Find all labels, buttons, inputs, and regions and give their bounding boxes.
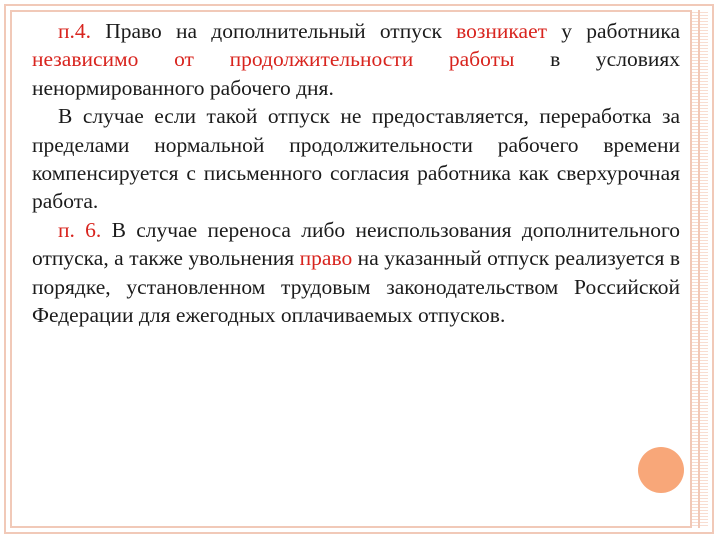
paragraph-text: на указанный отпуск реализуется в порядке, установленном трудовым законодательством Российской Федерации для ежегодных оплачиваемых отпусков. xyxy=(32,246,680,328)
paragraph-text: Право на дополнительный отпуск xyxy=(91,19,457,43)
highlight-arises: возникает xyxy=(456,19,548,43)
decorative-circle xyxy=(638,447,684,493)
paragraph-compensation xyxy=(32,102,680,216)
paragraph-text: у работника xyxy=(547,19,680,43)
paragraph-item-6 xyxy=(32,216,680,330)
item-number-4: п.4. xyxy=(58,19,92,43)
item-number-6: п. 6. xyxy=(58,217,102,242)
highlight-regardless-duration: независимо от продолжительности работы xyxy=(32,47,515,72)
paragraph-text: В случае если такой отпуск не предоставляется, переработка за пределами нормальной продолжительности рабочего времени компенсируется с письменного согласия работника как сверхурочная работа. xyxy=(32,104,680,214)
paragraph-item-4 xyxy=(32,17,680,102)
slide-text-body xyxy=(32,17,680,329)
paragraph-text: В случае переноса либо неиспользования дополнительного отпуска, а также увольнения xyxy=(32,217,680,271)
paragraph-text: в условиях ненормированного рабочего дня. xyxy=(32,47,680,100)
decorative-side-stripe xyxy=(690,10,708,528)
highlight-right: право xyxy=(299,246,353,271)
